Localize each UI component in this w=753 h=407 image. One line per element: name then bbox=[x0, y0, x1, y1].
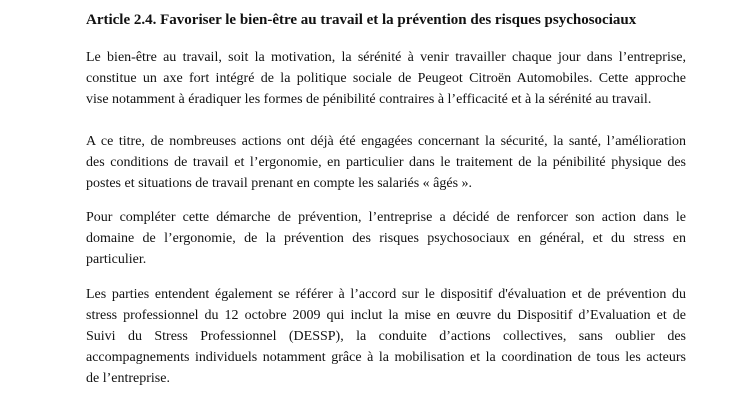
paragraph-line: A ce titre, de nombreuses actions ont déjà été engagées concernant la sécurité, la santé, l’amélioration bbox=[86, 134, 686, 149]
paragraph-line: des conditions de travail et l’ergonomie, en particulier dans le traitement de la pénibilité physique des bbox=[86, 155, 686, 170]
paragraph-line: vise notamment à éradiquer les formes de pénibilité contraires à l’efficacité et à la sérénité au travail. bbox=[86, 92, 652, 107]
paragraph-line: accompagnements individuels notamment grâce à la mobilisation et la coordination de tous les acteurs bbox=[86, 350, 686, 365]
paragraph-line: Pour compléter cette démarche de prévention, l’entreprise a décidé de renforcer son action dans le bbox=[86, 210, 686, 225]
paragraph-prevention bbox=[86, 207, 686, 270]
paragraph-line: de l’entreprise. bbox=[86, 371, 170, 386]
paragraph-line: constitue un axe fort intégré de la politique sociale de Peugeot Citroën Automobiles. Cette approche bbox=[86, 71, 686, 86]
paragraph-stress-agreement bbox=[86, 284, 686, 389]
paragraph-line: postes et situations de travail prenant en compte les salariés « âgés ». bbox=[86, 176, 473, 191]
paragraph-line: Le bien-être au travail, soit la motivation, la sérénité à venir travailler chaque jour dans l’entreprise, bbox=[86, 50, 686, 65]
article-heading: Article 2.4. Favoriser le bien-être au travail et la prévention des risques psychosociaux bbox=[86, 12, 637, 28]
paragraph-line: Les parties entendent également se référer à l’accord sur le dispositif d'évaluation et de prévention du bbox=[86, 287, 686, 302]
paragraph-actions bbox=[86, 131, 686, 194]
paragraph-line: stress professionnel du 12 octobre 2009 qui inclut la mise en œuvre du Dispositif d’Evaluation et de bbox=[86, 308, 686, 323]
paragraph-line: particulier. bbox=[86, 252, 147, 267]
paragraph-line: domaine de l’ergonomie, de la prévention des risques psychosociaux en général, et du stress en bbox=[86, 231, 686, 246]
paragraph-wellbeing bbox=[86, 47, 686, 110]
paragraph-line: Suivi du Stress Professionnel (DESSP), la conduite d’actions collectives, sans oublier des bbox=[86, 329, 686, 344]
